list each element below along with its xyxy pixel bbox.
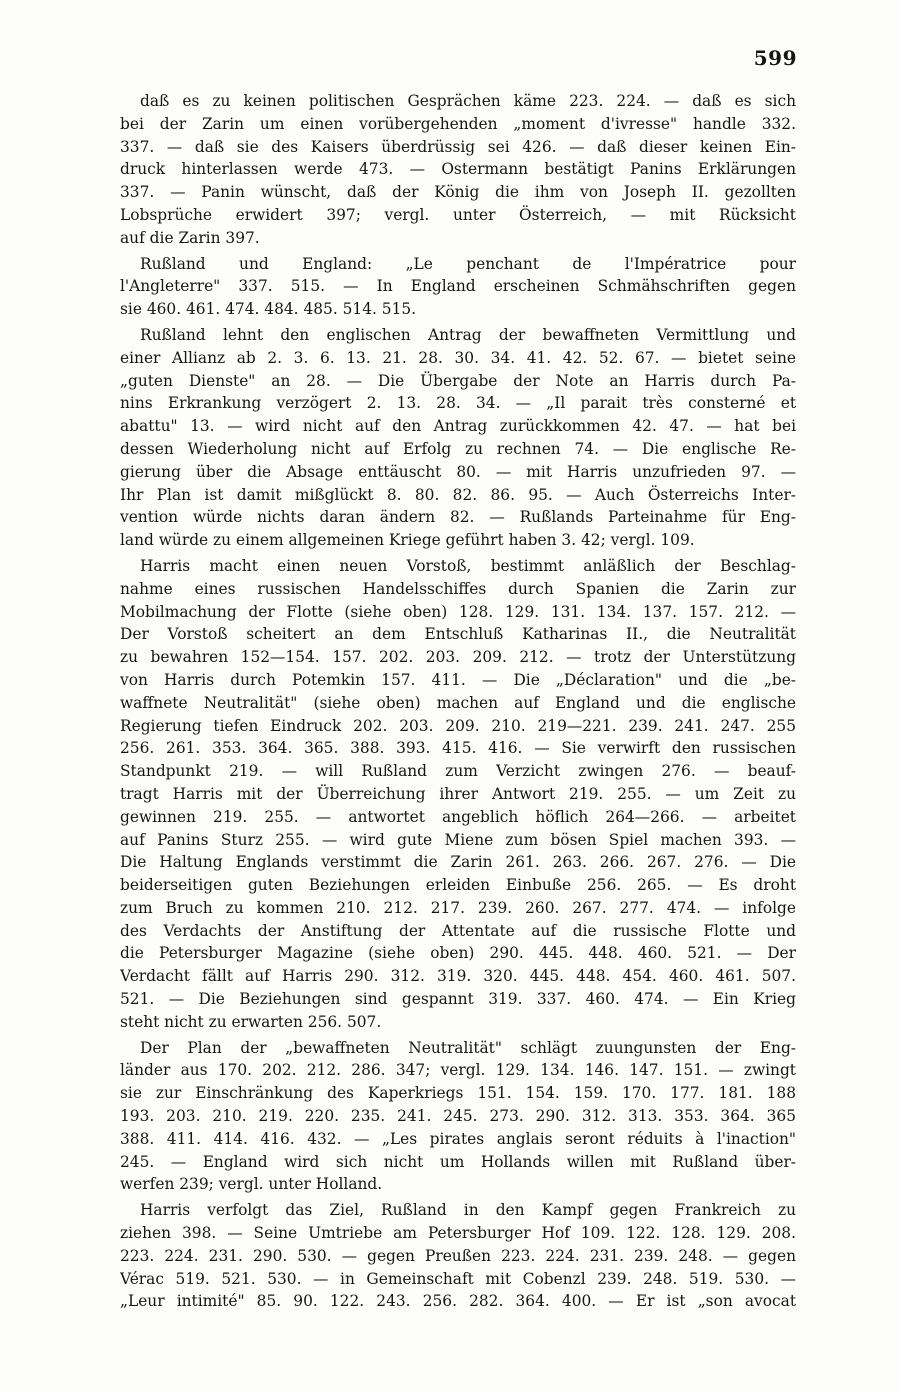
text-line: die Petersburger Magazine (siehe oben) 290. 445. 448. 460. 521. — Der [120, 944, 796, 963]
paragraph [120, 253, 796, 321]
paragraph [120, 90, 796, 250]
text-line: 337. — daß sie des Kaisers überdrüssig sei 426. — daß dieser keinen Ein- [120, 137, 796, 156]
text-body [120, 90, 796, 1316]
text-line: gierung über die Absage enttäuscht 80. — mit Harris unzufrieden 97. — [120, 462, 796, 481]
text-line: nins Erkrankung verzögert 2. 13. 28. 34. — „Il parait très consterné et [120, 394, 796, 413]
text-line: 193. 203. 210. 219. 220. 235. 241. 245. 273. 290. 312. 313. 353. 364. 365 [120, 1107, 796, 1126]
text-line: Standpunkt 219. — will Rußland zum Verzicht zwingen 276. — beauf- [120, 762, 796, 781]
text-line: l'Angleterre" 337. 515. — In England erscheinen Schmähschriften gegen [120, 277, 796, 296]
text-line: dessen Wiederholung nicht auf Erfolg zu rechnen 74. — Die englische Re- [120, 439, 796, 458]
text-line: daß es zu keinen politischen Gesprächen käme 223. 224. — daß es sich [140, 92, 796, 110]
text-line: auf die Zarin 397. [120, 228, 260, 247]
text-line: werfen 239; vergl. unter Holland. [120, 1175, 383, 1194]
text-line: Vérac 519. 521. 530. — in Gemeinschaft mit Cobenzl 239. 248. 519. 530. — [120, 1269, 796, 1288]
text-line: Ihr Plan ist damit mißglückt 8. 80. 82. 86. 95. — Auch Österreichs Inter- [120, 485, 796, 504]
text-line: beiderseitigen guten Beziehungen erleiden Einbuße 256. 265. — Es droht [120, 876, 796, 895]
text-line: ziehen 398. — Seine Umtriebe am Petersburger Hof 109. 122. 128. 129. 208. [120, 1224, 796, 1243]
text-line: Harris verfolgt das Ziel, Rußland in den Kampf gegen Frankreich zu [140, 1201, 796, 1220]
text-line: „guten Dienste" an 28. — Die Übergabe der Note an Harris durch Pa- [120, 371, 796, 390]
text-line: zu bewahren 152—154. 157. 202. 203. 209. 212. — trotz der Unterstützung [120, 648, 796, 667]
text-line: bei der Zarin um einen vorübergehenden „moment d'ivresse" handle 332. [120, 114, 796, 133]
text-line: 521. — Die Beziehungen sind gespannt 319. 337. 460. 474. — Ein Krieg [120, 990, 796, 1009]
paragraph [120, 1199, 796, 1313]
text-line: 245. — England wird sich nicht um Hollands willen mit Rußland über- [120, 1152, 796, 1171]
text-line: Rußland und England: „Le penchant de l'Impératrice pour [140, 254, 796, 273]
text-line: „Leur intimité" 85. 90. 122. 243. 256. 282. 364. 400. — Er ist „son avocat [120, 1292, 796, 1311]
text-line: des Verdachts der Anstiftung der Attentate auf die russische Flotte und [120, 921, 796, 940]
text-line: Der Plan der „bewaffneten Neutralität" schlägt zuungunsten der Eng- [140, 1038, 796, 1057]
text-line: 337. — Panin wünscht, daß der König die ihm von Joseph II. gezollten [120, 183, 796, 202]
text-line: land würde zu einem allgemeinen Kriege geführt haben 3. 42; vergl. 109. [120, 531, 695, 550]
text-line: Verdacht fällt auf Harris 290. 312. 319. 320. 445. 448. 454. 460. 461. 507. [120, 967, 796, 986]
text-line: von Harris durch Potemkin 157. 411. — Die „Déclaration" und die „be- [120, 670, 796, 689]
paragraph [120, 555, 796, 1034]
text-line: sie 460. 461. 474. 484. 485. 514. 515. [120, 300, 417, 319]
text-line: Die Haltung Englands verstimmt die Zarin 261. 263. 266. 267. 276. — Die [120, 853, 796, 872]
text-line: Mobilmachung der Flotte (siehe oben) 128. 129. 131. 134. 137. 157. 212. — [120, 602, 796, 621]
text-line: 388. 411. 414. 416. 432. — „Les pirates anglais seront réduits à l'inaction" [120, 1129, 796, 1148]
text-line: vention würde nichts daran ändern 82. — Rußlands Parteinahme für Eng- [120, 508, 796, 527]
text-line: gewinnen 219. 255. — antwortet angeblich höflich 264—266. — arbeitet [120, 807, 796, 826]
text-line: Lobsprüche erwidert 397; vergl. unter Österreich, — mit Rücksicht [120, 205, 796, 224]
text-line: 223. 224. 231. 290. 530. — gegen Preußen 223. 224. 231. 239. 248. — gegen [120, 1246, 796, 1265]
text-line: waffnete Neutralität" (siehe oben) machen auf England und die englische [120, 693, 796, 712]
page-number: 599 [753, 46, 797, 70]
text-line: 256. 261. 353. 364. 365. 388. 393. 415. 416. — Sie verwirft den russischen [120, 739, 796, 758]
text-line: einer Allianz ab 2. 3. 6. 13. 21. 28. 30. 34. 41. 42. 52. 67. — bietet seine [120, 348, 796, 367]
text-line: druck hinterlassen werde 473. — Ostermann bestätigt Panins Erklärungen [120, 160, 796, 179]
text-line: Regierung tiefen Eindruck 202. 203. 209. 210. 219—221. 239. 241. 247. 255 [120, 716, 796, 735]
text-line: steht nicht zu erwarten 256. 507. [120, 1012, 382, 1031]
text-line: Der Vorstoß scheitert an dem Entschluß Katharinas II., die Neutralität [120, 625, 796, 644]
text-line: Harris macht einen neuen Vorstoß, bestimmt anläßlich der Beschlag- [140, 556, 796, 575]
text-line: nahme eines russischen Handelsschiffes durch Spanien die Zarin zur [120, 579, 796, 598]
text-line: tragt Harris mit der Überreichung ihrer Antwort 219. 255. — um Zeit zu [120, 784, 796, 803]
text-line: auf Panins Sturz 255. — wird gute Miene zum bösen Spiel machen 393. — [120, 830, 796, 849]
text-line: zum Bruch zu kommen 210. 212. 217. 239. 260. 267. 277. 474. — infolge [120, 898, 796, 917]
text-line: länder aus 170. 202. 212. 286. 347; vergl. 129. 134. 146. 147. 151. — zwingt [120, 1061, 796, 1080]
text-line: Rußland lehnt den englischen Antrag der bewaffneten Vermittlung und [140, 325, 796, 344]
paragraph [120, 1037, 796, 1197]
paragraph [120, 324, 796, 552]
text-line: abattu" 13. — wird nicht auf den Antrag zurückkommen 42. 47. — hat bei [120, 417, 796, 436]
text-line: sie zur Einschränkung des Kaperkriegs 151. 154. 159. 170. 177. 181. 188 [120, 1084, 796, 1103]
